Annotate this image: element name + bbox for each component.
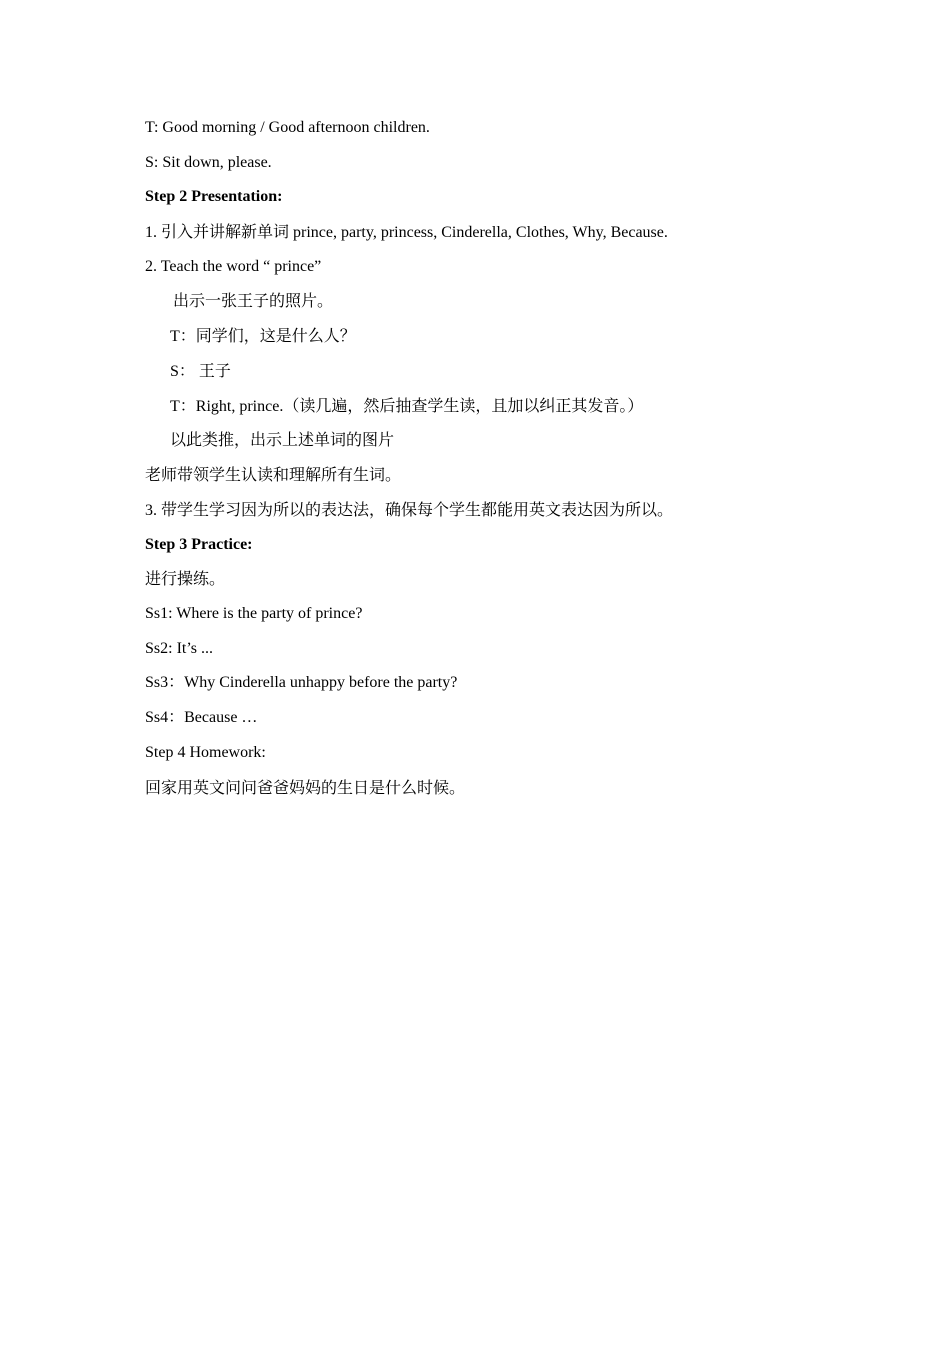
line-text: Ss1: Where is the party of prince? xyxy=(145,605,363,622)
cjk-text: 同学们，这是什么人？ xyxy=(195,326,356,345)
cjk-text: 王子 xyxy=(198,361,231,380)
word-list: prince, party, princess, Cinderella, Clothes, Why, Because. xyxy=(289,224,668,241)
line-text: Ss2: It’s ... xyxy=(145,640,214,657)
cjk-text: 出示一张王子的照片。 xyxy=(173,291,334,310)
dialogue-line-ss3 xyxy=(145,673,457,693)
speaker-label: T：Right, prince. xyxy=(170,398,284,415)
dialogue-line-students-sit-down xyxy=(145,153,272,173)
list-item-1-introduce-words xyxy=(145,222,668,243)
instruction-practice xyxy=(145,569,225,590)
dialogue-line-student-answer xyxy=(170,361,231,382)
line-text: Ss4：Because … xyxy=(145,709,258,726)
line-text: Ss3：Why Cinderella unhappy before the party? xyxy=(145,674,458,691)
line-text: T: Good morning / Good afternoon children. xyxy=(145,119,430,136)
heading-text: Step 2 Presentation: xyxy=(145,188,283,205)
instruction-analogy xyxy=(170,430,394,451)
cjk-text: 进行操练。 xyxy=(145,569,226,588)
cjk-text: 以此类推，出示上述单词的图片 xyxy=(170,430,395,449)
step-3-heading xyxy=(145,535,253,555)
list-item-3-because-so xyxy=(145,500,673,521)
cjk-text: （读几遍，然后抽查学生读，且加以纠正其发音。） xyxy=(283,396,644,415)
dialogue-line-teacher-greeting xyxy=(145,118,430,138)
cjk-text: 引入并讲解新单词 xyxy=(161,222,290,241)
list-number: 3. xyxy=(145,502,161,519)
line-text: 2. Teach the word “ prince” xyxy=(145,258,322,275)
heading-text: Step 3 Practice: xyxy=(145,536,253,553)
heading-text: Step 4 Homework: xyxy=(145,744,266,761)
dialogue-line-teacher-question xyxy=(170,326,356,347)
line-text: S: Sit down, please. xyxy=(145,154,272,171)
dialogue-line-ss2 xyxy=(145,639,213,659)
homework-instruction xyxy=(145,778,465,799)
cjk-text: 老师带领学生认读和理解所有生词。 xyxy=(145,465,402,484)
dialogue-line-teacher-confirm xyxy=(170,396,643,417)
dialogue-line-ss4 xyxy=(145,708,257,728)
instruction-teacher-leads xyxy=(145,465,401,486)
list-item-2-teach-prince xyxy=(145,257,321,277)
list-number: 1. xyxy=(145,224,161,241)
speaker-label: T： xyxy=(170,328,196,345)
speaker-label: S： xyxy=(170,363,199,380)
step-4-heading xyxy=(145,743,266,763)
cjk-text: 回家用英文问问爸爸妈妈的生日是什么时候。 xyxy=(145,778,466,797)
step-2-heading xyxy=(145,187,282,207)
dialogue-line-ss1 xyxy=(145,604,362,624)
cjk-text: 带学生学习因为所以的表达法，确保每个学生都能用英文表达因为所以。 xyxy=(161,500,674,519)
instruction-show-photo xyxy=(173,291,333,312)
